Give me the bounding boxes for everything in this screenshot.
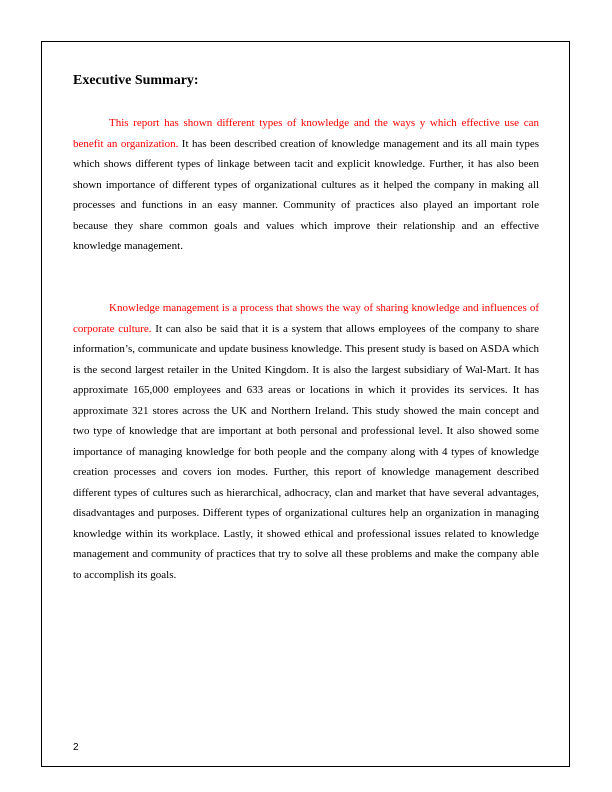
summary-paragraph-1	[73, 113, 539, 257]
summary-paragraph-2	[73, 298, 539, 585]
highlighted-sentence: This report has shown different types of knowledge and the ways y which effective use can benefit an organization.	[73, 117, 539, 150]
page-number: 2	[73, 742, 79, 753]
highlighted-sentence: Knowledge management is a process that shows the way of sharing knowledge and influences of corporate culture.	[73, 302, 539, 335]
paragraph-body-text: It can also be said that it is a system that allows employees of the company to share information’s, communicate and update business knowledge. This present study is based on ASDA which is the second largest retailer in the United Kingdom. It is also the largest subsidiary of Wal-Mart. It has approximate 165,000 employees and 633 areas or locations in which it provides its services. It has approximate 321 stores across the UK and Northern Ireland. This study showed the main concept and two type of knowledge that are important at both personal and professional level. It also showed some importance of managing knowledge for both people and the company along with 4 types of knowledge creation processes and covers ion modes. Further, this report of knowledge management described different types of cultures such as hierarchical, adhocracy, clan and market that have several advantages, disadvantages and purposes. Different types of organizational cultures help an organization in managing knowledge within its workplace. Lastly, it showed ethical and professional issues related to knowledge management and community of practices that try to solve all these problems and make the company able to accomplish its goals.	[73, 322, 539, 581]
section-heading: Executive Summary:	[73, 73, 199, 88]
paragraph-body-text: It has been described creation of knowledge management and its all main types which shows different types of linkage between tacit and explicit knowledge. Further, it has also been shown importance of different types of organizational cultures as it helped the company in making all processes and functions in an easy manner. Community of practices also played an important role because they share common goals and values which improve their relationship and an effective knowledge management.	[73, 137, 540, 252]
